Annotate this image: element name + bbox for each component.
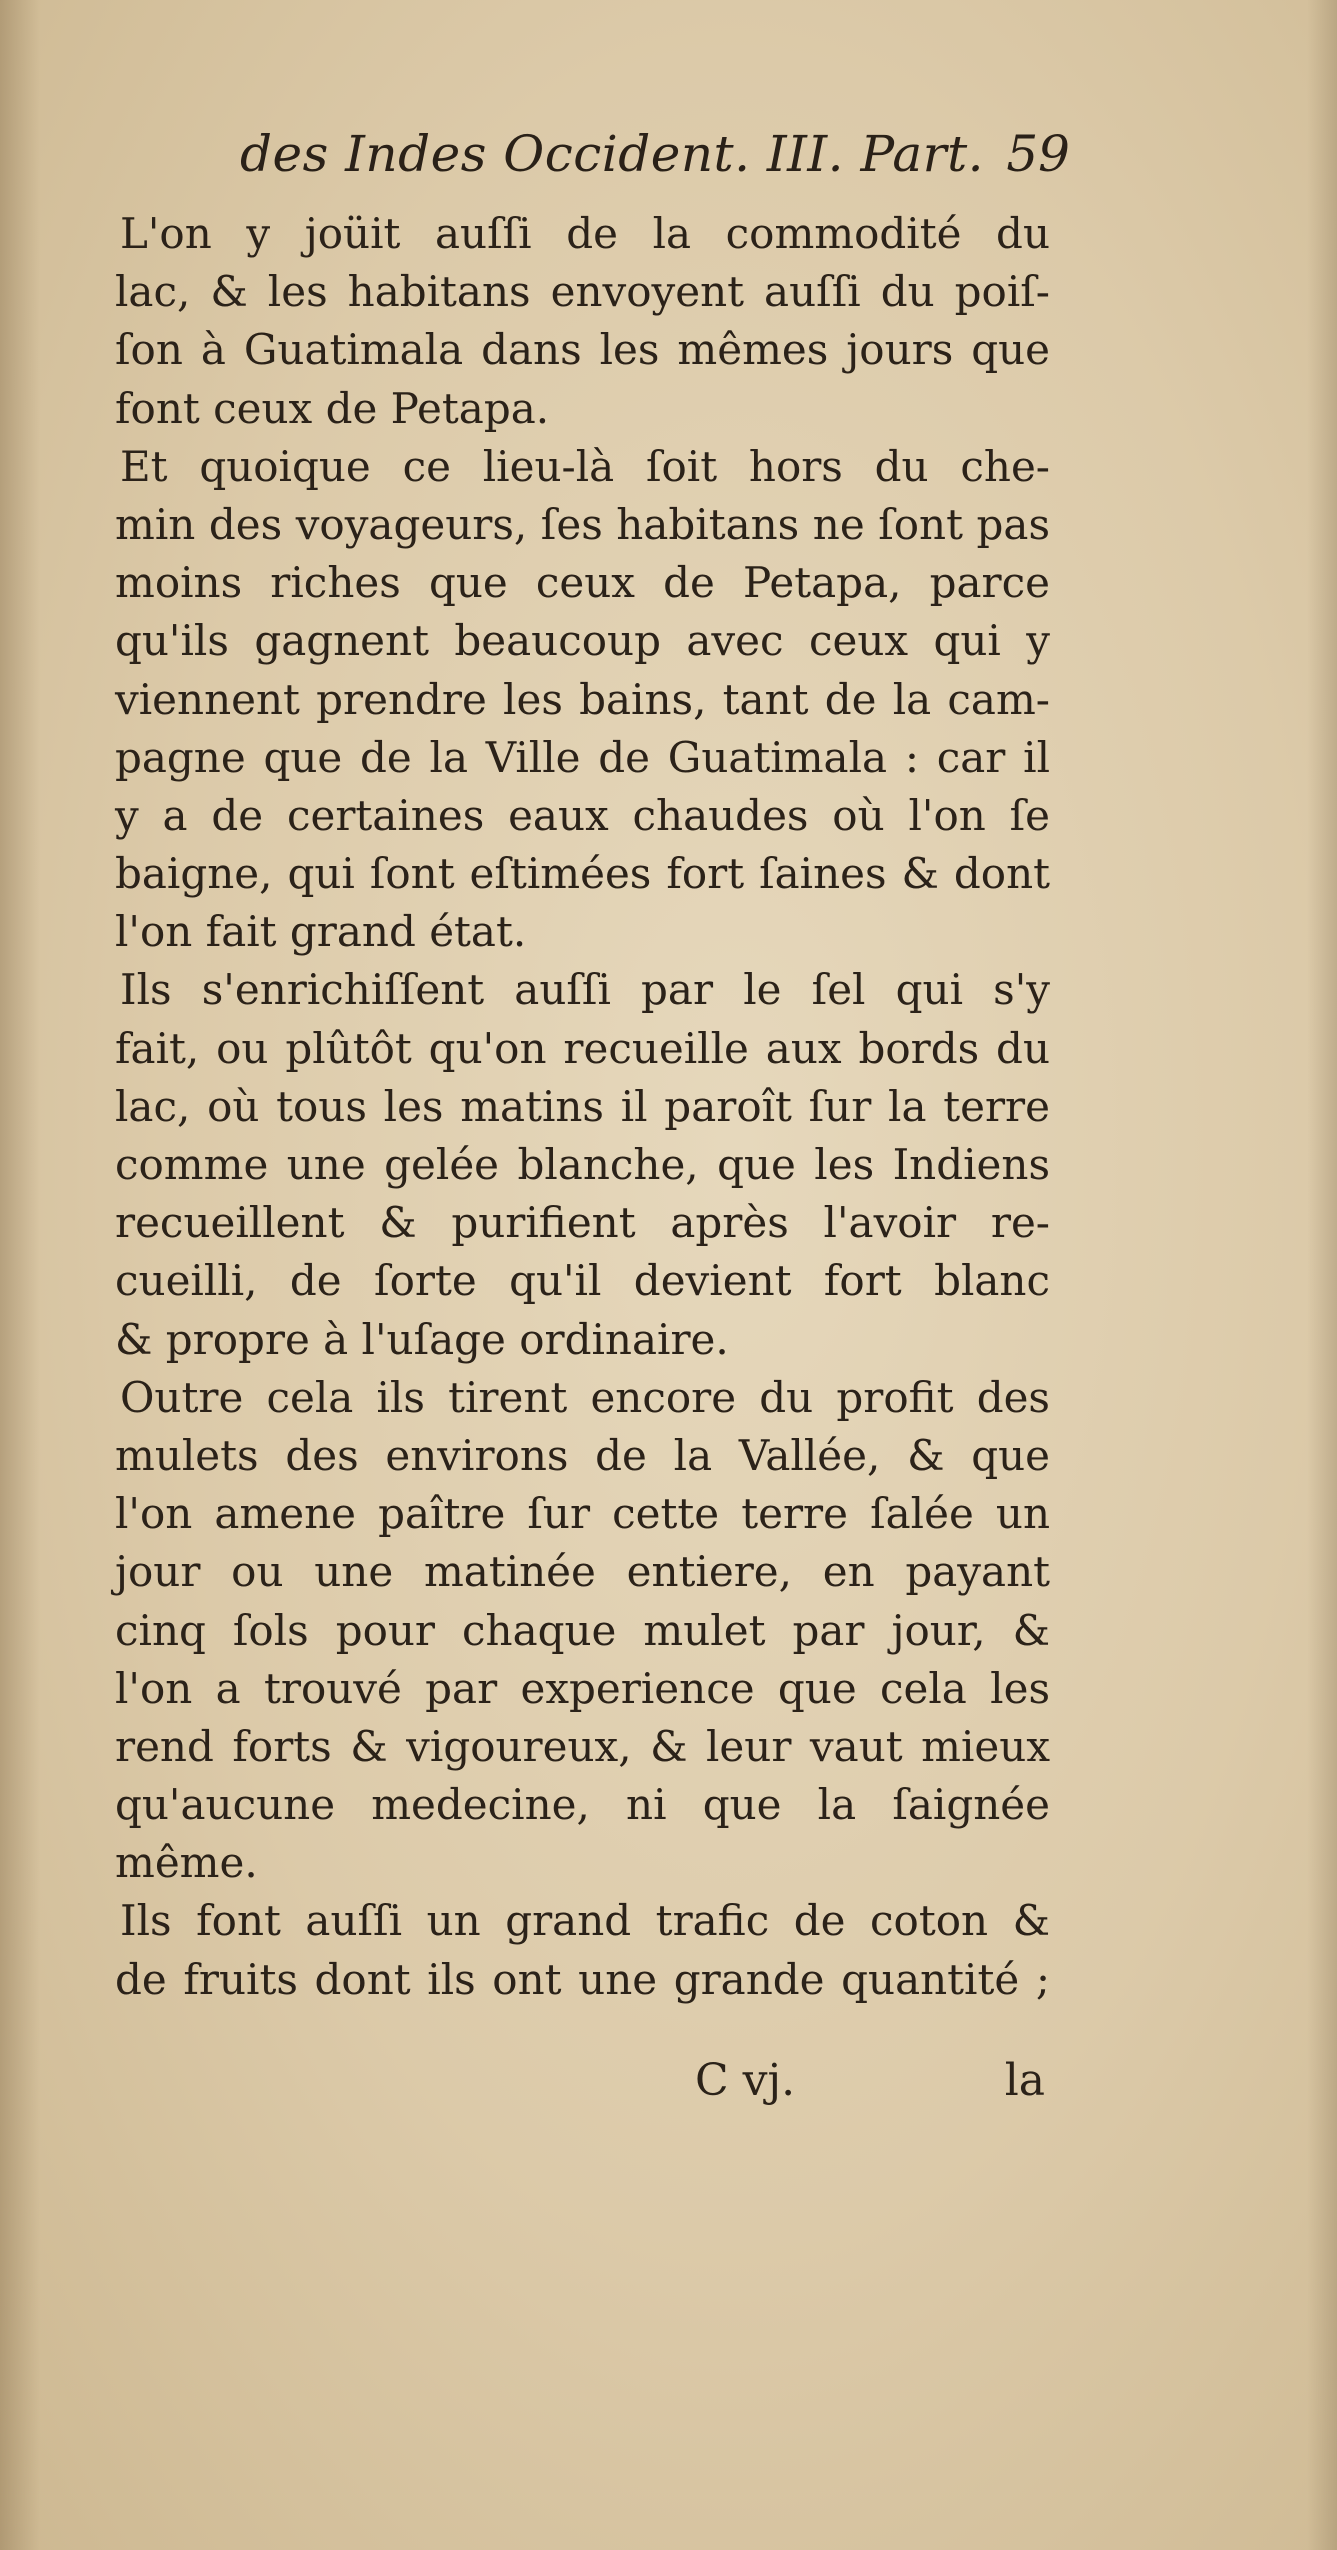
text-line: mulets des environs de la Vallée, & que: [115, 1430, 1050, 1480]
text-line: & propre à l'uſage ordinaire.: [115, 1314, 729, 1364]
paragraph-4: [115, 1369, 1050, 1893]
text-line: baigne, qui ſont eſtimées fort ſaines & dont: [115, 849, 1050, 899]
page-footer: [115, 2055, 1050, 2115]
text-line: font ceux de Petapa.: [115, 383, 550, 433]
body-text: [115, 205, 1050, 2009]
text-line: l'on fait grand état.: [115, 907, 527, 957]
text-line: lac, & les habitans envoyent auſſi du poiſ-: [115, 267, 1050, 317]
text-line: viennent prendre les bains, tant de la cam-: [115, 674, 1050, 724]
text-line: cinq ſols pour chaque mulet par jour, &: [115, 1605, 1050, 1655]
text-line: lac, où tous les matins il paroît ſur la terre: [115, 1081, 1050, 1131]
text-line: jour ou une matinée entiere, en payant: [115, 1547, 1050, 1597]
paragraph-2: [115, 438, 1050, 962]
text-line: qu'ils gagnent beaucoup avec ceux qui y: [115, 616, 1050, 666]
text-line: moins riches que ceux de Petapa, parce: [115, 558, 1050, 608]
text-line: l'on a trouvé par experience que cela les: [115, 1663, 1050, 1713]
text-line: Ils s'enrichiſſent auſſi par le ſel qui s'y: [120, 965, 1050, 1015]
page-header: [240, 125, 1070, 195]
page-number: 59: [1006, 125, 1070, 183]
text-line: L'on y joüit auſſi de la commodité du: [120, 209, 1050, 258]
text-line: cueilli, de ſorte qu'il devient fort blanc: [115, 1256, 1050, 1306]
text-line: l'on amene paître ſur cette terre ſalée un: [115, 1489, 1050, 1539]
text-line: fait, ou plûtôt qu'on recueille aux bords du: [115, 1023, 1050, 1073]
signature-mark: C vj.: [695, 2055, 796, 2106]
text-line: rend forts & vigoureux, & leur vaut mieux: [115, 1721, 1050, 1771]
text-line: pagne que de la Ville de Guatimala : car il: [115, 732, 1050, 782]
text-line: comme une gelée blanche, que les Indiens: [115, 1140, 1050, 1189]
text-line: qu'aucune medecine, ni que la ſaignée: [115, 1780, 1050, 1830]
text-line: recueillent & purifient après l'avoir re-: [115, 1198, 1050, 1248]
paragraph-5: [115, 1892, 1050, 2008]
text-line: de fruits dont ils ont une grande quantité ;: [115, 1954, 1050, 2004]
catchword: la: [1004, 2055, 1045, 2106]
text-line: y a de certaines eaux chaudes où l'on ſe: [115, 790, 1050, 840]
paragraph-1: [115, 205, 1050, 438]
running-title: des Indes Occident. III. Part.: [240, 125, 985, 183]
text-line: Outre cela ils tirent encore du profit des: [120, 1372, 1050, 1422]
text-line: min des voyageurs, ſes habitans ne ſont pas: [115, 499, 1050, 549]
text-line: même.: [115, 1838, 258, 1888]
paragraph-3: [115, 961, 1050, 1368]
text-line: ſon à Guatimala dans les mêmes jours que: [115, 325, 1050, 375]
text-line: Et quoique ce lieu-là ſoit hors du che-: [120, 441, 1050, 491]
text-line: Ils font auſſi un grand trafic de coton &: [120, 1896, 1050, 1946]
